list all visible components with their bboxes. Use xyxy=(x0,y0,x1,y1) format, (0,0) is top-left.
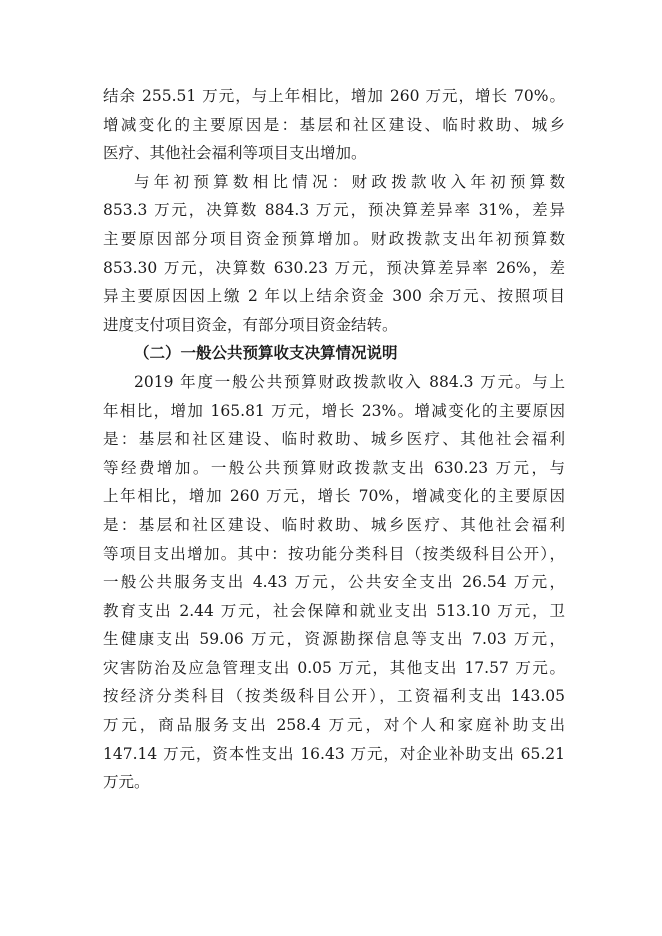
text-line: 异主要原因因上缴 2 年以上结余资金 300 余万元、按照项目 xyxy=(103,287,565,306)
text-line: 一般公共服务支出 4.43 万元，公共安全支出 26.54 万元， xyxy=(103,573,565,592)
text-line: 年相比，增加 165.81 万元，增长 23%。增减变化的主要原因 xyxy=(103,401,565,420)
text-line: 853.30 万元，决算数 630.23 万元，预决算差异率 26%，差 xyxy=(103,258,565,277)
text-line: 增减变化的主要原因是：基层和社区建设、临时救助、城乡 xyxy=(103,115,565,134)
paragraph-budget-comparison xyxy=(103,168,565,340)
text-line: 147.14 万元，资本性支出 16.43 万元，对企业补助支出 65.21 xyxy=(103,744,565,763)
text-line: 与年初预算数相比情况：财政拨款收入年初预算数 xyxy=(134,172,565,191)
text-line: 等项目支出增加。其中：按功能分类科目（按类级科目公开）， xyxy=(103,544,565,563)
text-line: 2019 年度一般公共预算财政拨款收入 884.3 万元。与上 xyxy=(134,372,565,391)
text-line: 853.3 万元，决算数 884.3 万元，预决算差异率 31%，差异 xyxy=(103,201,565,220)
text-line: 教育支出 2.44 万元，社会保障和就业支出 513.10 万元，卫 xyxy=(103,601,565,620)
text-line: 主要原因部分项目资金预算增加。财政拨款支出年初预算数 xyxy=(103,229,565,248)
text-line: 万元，商品服务支出 258.4 万元，对个人和家庭补助支出 xyxy=(103,716,565,735)
paragraph-general-budget xyxy=(103,368,565,797)
text-line: 上年相比，增加 260 万元，增长 70%，增减变化的主要原因 xyxy=(103,487,565,506)
text-line: 按经济分类科目（按类级科目公开），工资福利支出 143.05 xyxy=(103,687,565,706)
paragraph-budget-surplus xyxy=(103,82,565,168)
text-line: 是：基层和社区建设、临时救助、城乡医疗、其他社会福利 xyxy=(103,515,565,534)
text-line: 等经费增加。一般公共预算财政拨款支出 630.23 万元，与 xyxy=(103,458,565,477)
text-line: 是：基层和社区建设、临时救助、城乡医疗、其他社会福利 xyxy=(103,430,565,449)
text-line: 万元。 xyxy=(103,773,150,792)
text-line: 灾害防治及应急管理支出 0.05 万元，其他支出 17.57 万元。 xyxy=(103,658,565,677)
document-page xyxy=(103,82,565,797)
text-line: 医疗、其他社会福利等项目支出增加。 xyxy=(103,144,367,163)
text-line: 进度支付项目资金，有部分项目资金结转。 xyxy=(103,315,398,334)
section-heading: （二）一般公共预算收支决算情况说明 xyxy=(134,344,398,363)
text-line: 结余 255.51 万元，与上年相比，增加 260 万元，增长 70%。 xyxy=(103,87,565,105)
text-line: 生健康支出 59.06 万元，资源勘探信息等支出 7.03 万元， xyxy=(103,630,565,649)
